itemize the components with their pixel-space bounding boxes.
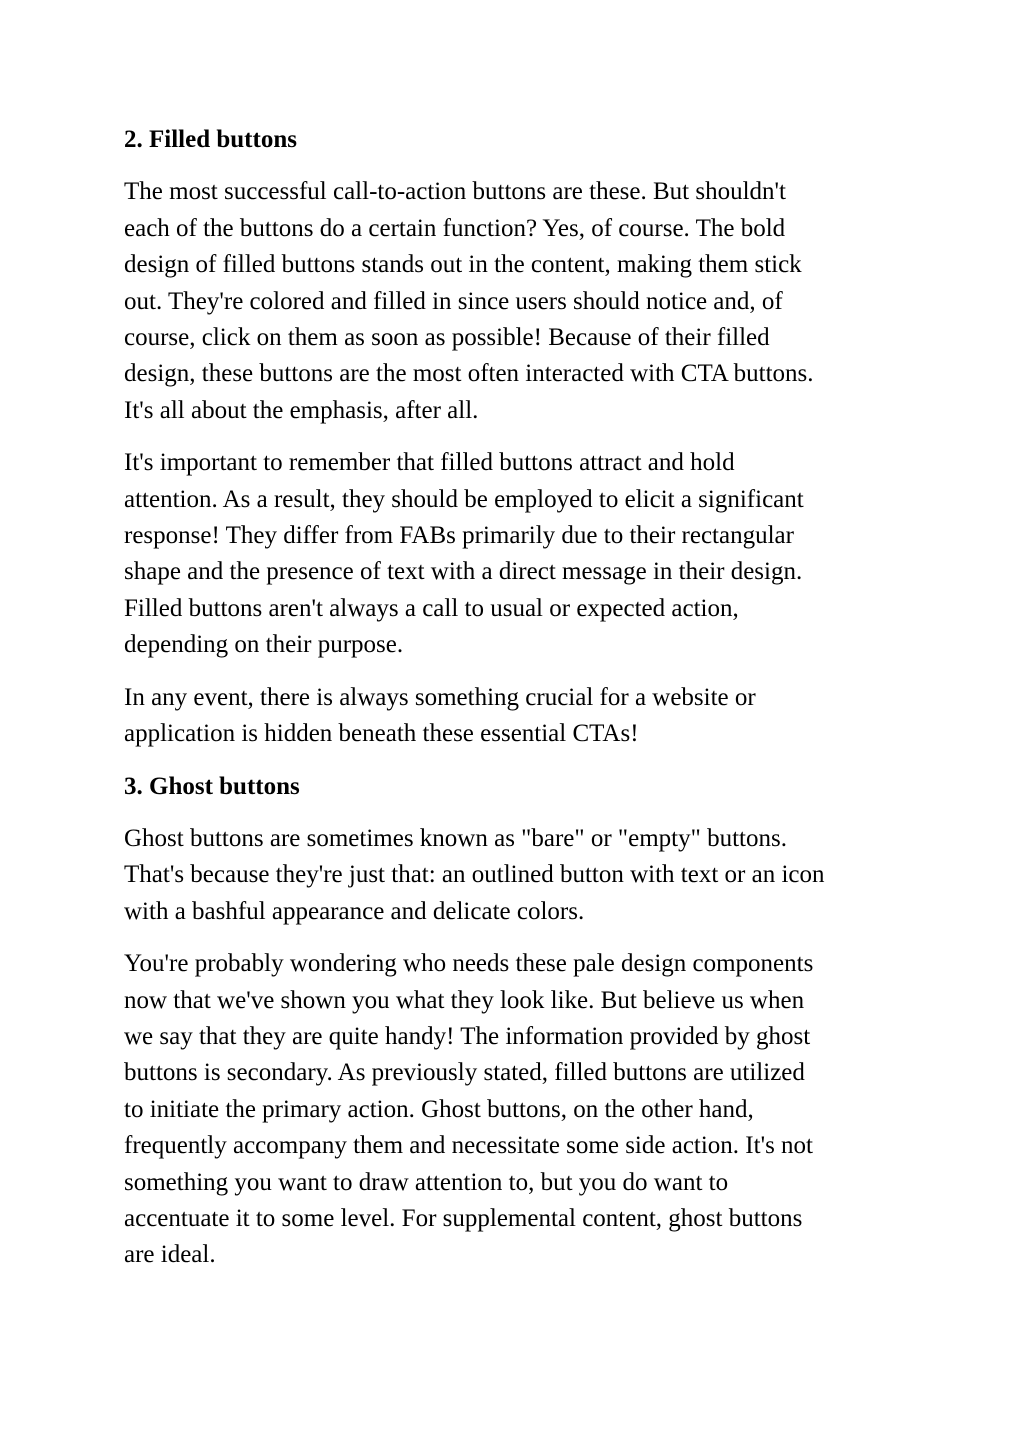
paragraph (124, 821, 904, 930)
text-line: course, click on them as soon as possible! Because of their filled (124, 324, 770, 352)
text-line: accentuate it to some level. For supplemental content, ghost buttons (124, 1204, 803, 1232)
text-line: design of filled buttons stands out in the content, making them stick (124, 251, 802, 279)
section-heading: 2. Filled buttons (124, 126, 297, 153)
paragraph (124, 680, 904, 753)
text-line: attention. As a result, they should be employed to elicit a significant (124, 485, 804, 513)
text-line: each of the buttons do a certain function? Yes, of course. The bold (124, 214, 786, 242)
section-ghost-buttons (124, 769, 904, 1274)
paragraph (124, 946, 904, 1274)
text-line: are ideal. (124, 1241, 216, 1269)
text-line: It's important to remember that filled buttons attract and hold (124, 449, 735, 477)
text-line: The most successful call-to-action buttons are these. But shouldn't (124, 178, 786, 206)
paragraph (124, 174, 904, 429)
text-line: we say that they are quite handy! The information provided by ghost (124, 1022, 811, 1050)
text-line: now that we've shown you what they look like. But believe us when (124, 986, 805, 1014)
text-line: shape and the presence of text with a direct message in their design. (124, 558, 803, 586)
text-line: That's because they're just that: an outlined button with text or an icon (124, 861, 825, 889)
text-line: Filled buttons aren't always a call to usual or expected action, (124, 594, 739, 622)
text-line: depending on their purpose. (124, 631, 404, 659)
text-line: In any event, there is always something crucial for a website or (124, 683, 756, 711)
text-line: design, these buttons are the most often interacted with CTA buttons. (124, 360, 814, 388)
text-line: It's all about the emphasis, after all. (124, 396, 479, 424)
paragraph (124, 445, 904, 663)
text-line: buttons is secondary. As previously stated, filled buttons are utilized (124, 1059, 805, 1087)
text-line: with a bashful appearance and delicate colors. (124, 897, 585, 925)
text-line: You're probably wondering who needs these pale design components (124, 950, 814, 978)
text-line: to initiate the primary action. Ghost buttons, on the other hand, (124, 1095, 754, 1123)
document-page (124, 122, 904, 1290)
text-line: application is hidden beneath these essential CTAs! (124, 720, 639, 748)
text-line: something you want to draw attention to, but you do want to (124, 1168, 729, 1196)
text-line: response! They differ from FABs primarily due to their rectangular (124, 522, 794, 550)
text-line: Ghost buttons are sometimes known as "bare" or "empty" buttons. (124, 824, 787, 852)
section-heading: 3. Ghost buttons (124, 772, 300, 800)
text-line: out. They're colored and filled in since users should notice and, of (124, 287, 783, 315)
text-line: frequently accompany them and necessitate some side action. It's not (124, 1132, 814, 1160)
section-filled-buttons (124, 122, 904, 753)
